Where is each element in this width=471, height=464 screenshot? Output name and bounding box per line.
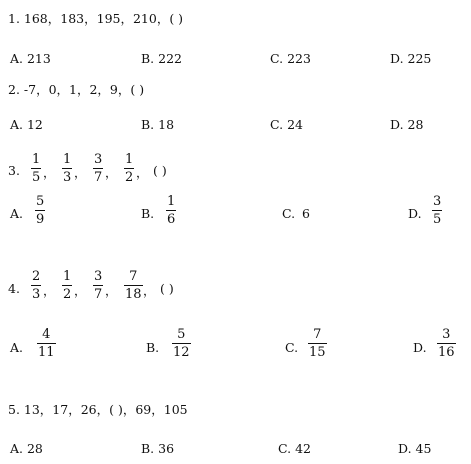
q3-term-2-denominator: 3 bbox=[63, 170, 72, 185]
q4-option-b-label[interactable]: B. bbox=[146, 340, 160, 355]
numerator: 1 bbox=[167, 194, 176, 209]
q2-option-a[interactable]: A. 12 bbox=[10, 117, 43, 132]
denominator: 12 bbox=[173, 345, 190, 360]
denominator: 6 bbox=[167, 212, 176, 227]
q4-term-4 bbox=[124, 270, 143, 301]
numerator: 3 bbox=[442, 327, 451, 342]
q4-option-d-label[interactable]: D. bbox=[413, 340, 427, 355]
q2-option-c[interactable]: C. 24 bbox=[270, 117, 303, 132]
numerator: 7 bbox=[313, 327, 322, 342]
q1-option-a[interactable]: A. 213 bbox=[10, 51, 51, 66]
q3-term-3 bbox=[93, 153, 103, 184]
numerator: 1 bbox=[63, 269, 72, 284]
q4-option-a-label[interactable]: A. bbox=[10, 340, 24, 355]
q3-term-3-denominator: 7 bbox=[94, 170, 103, 185]
denominator: 18 bbox=[125, 287, 142, 302]
numerator: 5 bbox=[177, 327, 186, 342]
q3-option-d-value[interactable] bbox=[432, 195, 442, 226]
q3-term-3-numerator: 3 bbox=[94, 152, 103, 167]
q3-term-1 bbox=[31, 153, 41, 184]
question-3-number: 3. bbox=[8, 163, 20, 178]
q3-term-2-numerator: 1 bbox=[63, 152, 72, 167]
q4-blank: ( ) bbox=[160, 281, 174, 296]
denominator: 11 bbox=[38, 345, 55, 360]
q3-term-1-numerator: 1 bbox=[32, 152, 41, 167]
q5-option-b[interactable]: B. 36 bbox=[141, 441, 175, 456]
q3-option-a-label[interactable]: A. bbox=[10, 206, 24, 221]
q1-option-d[interactable]: D. 225 bbox=[390, 51, 432, 66]
q4-separator-3: ， bbox=[105, 283, 118, 298]
numerator: 5 bbox=[36, 194, 45, 209]
q3-option-d-label[interactable]: D. bbox=[408, 206, 422, 221]
q3-option-a-value[interactable] bbox=[35, 195, 45, 226]
q3-term-4 bbox=[124, 153, 134, 184]
q2-option-d[interactable]: D. 28 bbox=[390, 117, 424, 132]
numerator: 3 bbox=[94, 269, 103, 284]
q4-separator-2: ， bbox=[74, 283, 87, 298]
q4-separator-4: ， bbox=[143, 283, 156, 298]
question-1-stem: 1. 168，183，195，210，( ) bbox=[8, 11, 184, 26]
denominator: 5 bbox=[433, 212, 442, 227]
numerator: 3 bbox=[433, 194, 442, 209]
q4-term-2 bbox=[62, 270, 72, 301]
denominator: 7 bbox=[94, 287, 103, 302]
q4-term-1 bbox=[31, 270, 41, 301]
q3-blank: ( ) bbox=[153, 163, 167, 178]
q3-option-c-value[interactable]: 6 bbox=[302, 206, 310, 221]
q3-separator-2: ， bbox=[74, 165, 87, 180]
q3-option-b-value[interactable] bbox=[166, 195, 176, 226]
q3-option-b-label[interactable]: B. bbox=[141, 206, 155, 221]
q4-separator-1: ， bbox=[43, 283, 56, 298]
q4-option-c-value[interactable] bbox=[308, 328, 327, 359]
q4-option-b-value[interactable] bbox=[172, 328, 191, 359]
q3-separator-3: ， bbox=[105, 165, 118, 180]
q3-term-4-denominator: 2 bbox=[125, 170, 134, 185]
denominator: 15 bbox=[309, 345, 326, 360]
q2-option-b[interactable]: B. 18 bbox=[141, 117, 175, 132]
q3-separator-4: ， bbox=[136, 165, 149, 180]
q4-term-3 bbox=[93, 270, 103, 301]
q4-option-a-value[interactable] bbox=[37, 328, 56, 359]
numerator: 7 bbox=[129, 269, 138, 284]
q3-term-2 bbox=[62, 153, 72, 184]
q5-option-d[interactable]: D. 45 bbox=[398, 441, 432, 456]
q3-term-4-numerator: 1 bbox=[125, 152, 134, 167]
denominator: 2 bbox=[63, 287, 72, 302]
q3-separator-1: ， bbox=[43, 165, 56, 180]
denominator: 3 bbox=[32, 287, 41, 302]
numerator: 2 bbox=[32, 269, 41, 284]
q4-option-c-label[interactable]: C. bbox=[285, 340, 299, 355]
q5-option-a[interactable]: A. 28 bbox=[10, 441, 43, 456]
q1-option-b[interactable]: B. 222 bbox=[141, 51, 182, 66]
q4-option-d-value[interactable] bbox=[437, 328, 456, 359]
q5-option-c[interactable]: C. 42 bbox=[278, 441, 311, 456]
denominator: 9 bbox=[36, 212, 45, 227]
q3-option-c-label[interactable]: C. bbox=[282, 206, 296, 221]
denominator: 16 bbox=[438, 345, 455, 360]
numerator: 4 bbox=[42, 327, 51, 342]
question-4-number: 4. bbox=[8, 281, 20, 296]
q3-term-1-denominator: 5 bbox=[32, 170, 41, 185]
question-5-stem: 5. 13，17，26，( )，69，105 bbox=[8, 402, 188, 417]
question-2-stem: 2. -7，0，1，2，9，( ) bbox=[8, 82, 145, 97]
q1-option-c[interactable]: C. 223 bbox=[270, 51, 311, 66]
